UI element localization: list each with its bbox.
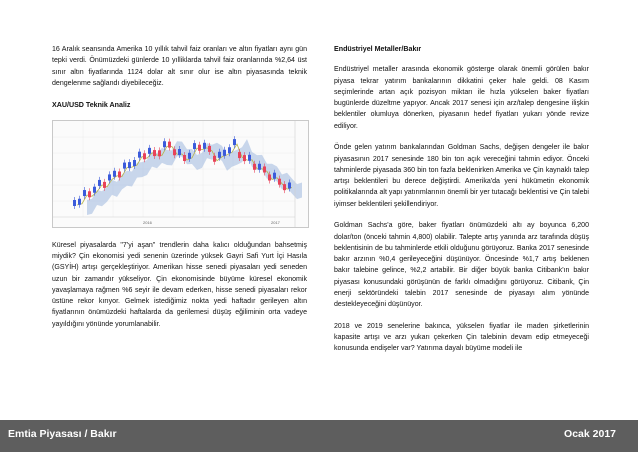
candle-body	[198, 144, 201, 150]
global-markets-paragraph: Küresel piyasalarda "7'yi aşan" trendlerin daha kalıcı olduğundan bahsetmiş miydik? Çin ekonomisi yedi senenin üzerinde yüksek Gayri Safi Yurt İçi Hasıla (GSYİH) artışı gerçekleştiriyor. Amerikan hisse senedi piyasaları yedi seneden uzun bir zamandır yükseliyor. Çin ekonomisinde büyüme küresel ekonomik yavaşlamaya rağmen %6 seyir ile devam ederken, hisse senedi piyasaları rekor üstüne rekor kırıyor. Gelmek istediğimiz nokta yedi haftadır gerileyen altın fiyatlarının önümüzdeki haftalarda da gerilemesi düşüş eğiliminin orta vadeye yayıldığını yönünde yorumlanabilir.	[52, 241, 307, 328]
candle-body	[223, 150, 226, 156]
candle-body	[123, 162, 126, 168]
candle-body	[103, 182, 106, 188]
section-heading: Endüstriyel Metaller/Bakır	[334, 45, 422, 53]
axis-label-2017: 2017	[271, 219, 280, 225]
candle-body	[83, 190, 86, 196]
candle-body	[133, 160, 136, 166]
page-footer	[0, 420, 638, 452]
candle-body	[273, 172, 276, 178]
candle-body	[193, 143, 196, 149]
candle-body	[88, 191, 91, 197]
candle-body	[263, 166, 266, 172]
candle-body	[268, 174, 271, 180]
candle-body	[233, 139, 236, 145]
candle-body	[118, 171, 121, 177]
candle-body	[73, 200, 76, 206]
candle-body	[248, 155, 251, 161]
candle-body	[208, 146, 211, 152]
candle-body	[203, 143, 206, 149]
candle-body	[173, 149, 176, 155]
axis-label-2016: 2016	[143, 219, 152, 225]
candle-body	[213, 156, 216, 162]
candle-body	[158, 150, 161, 156]
candle-body	[108, 174, 111, 180]
footer-title: Emtia Piyasası / Bakır	[8, 428, 117, 440]
candle-body	[253, 164, 256, 170]
paragraph-3: Goldman Sachs'a göre, baker fiyatları önümüzdeki altı ay boyunca 6,200 dolar/ton (önceki tahmin 4,800) olabilir. Talepte artış yanında arz tarafında düşüş beklentisinin de bu tahminlerde etkili olduğunu görüyoruz. Banka 2017 senesinde bakır arzının %0,4 gerileyeceğini düşünüyor. Öncesinde %1,7 artış beklenen bakır talebine gelince, %2,2 artabilir. Bir diğer büyük banka Citibank'ın bakır piyasası konusundaki görüşünün de farklı olmadığını görüyoruz. Citibank, Çin enerji sektöründeki talebin 2017 senesinde de piyasayı alım yönünde destekleyeceğini düşünüyor.	[334, 222, 589, 308]
candle-body	[128, 162, 131, 168]
paragraph-1: Endüstriyel metaller arasında ekonomik gösterge olarak önemli görülen bakır piyasa tekrar yatırım bankalarının dikkatini çeker hale geldi. 08 Kasım seçimlerinde artan açık pozisyon miktarı ile hızla yükselen baker fiyatları bugünlerde düzeltme yapıyor. Ancak 2017 senesi için arz/talep dengesine ilişkin beklentiler olumluya dönerken, piyasanın hedef fiyatları yukarı yönde revize ediliyor.	[334, 66, 589, 130]
candle-body	[138, 151, 141, 157]
candle-body	[188, 153, 191, 159]
candle-body	[183, 155, 186, 161]
left-column	[52, 44, 307, 340]
xau-usd-chart-svg	[53, 121, 308, 227]
candle-body	[283, 184, 286, 190]
candle-body	[258, 163, 261, 169]
candle-body	[93, 186, 96, 192]
candle-body	[148, 148, 151, 154]
candle-body	[163, 141, 166, 147]
paragraph-2: Önde gelen yatırım bankalarından Goldman Sachs, değişen dengeler ile bakır piyasasının 2017 senesinde 180 bin ton açık vereceğini tahmin ediyor. Önceki tahminlerde piyasada 360 bin ton fazla beklenirken Amerika ve Çin kaynaklı talep artışı beklentileri bu derece değiştirdi. Amerika'da yeni hükümetin ekonomik politikalarında alt yapı yatırımlarının önemli bir yer tutacağı beklentisi ve Çin talebi iyimser beklentileri şekillendiriyor.	[334, 144, 589, 208]
candle-body	[243, 155, 246, 161]
candle-body	[143, 153, 146, 159]
paragraph-4: 2018 ve 2019 senelerine bakınca, yükselen fiyatlar ile maden şirketlerinin kapasite artışı ve arzı yukarı çekerken Çin talebinin devam edip etmeyeceği konusunda endişeler var? Yatırıma dayalı büyüme modeli ile	[334, 322, 589, 353]
footer-date: Ocak 2017	[564, 428, 616, 440]
candle-body	[98, 180, 101, 186]
candle-body	[228, 147, 231, 153]
xau-usd-chart	[52, 120, 309, 228]
candle-body	[288, 182, 291, 188]
candle-body	[238, 152, 241, 158]
chart-heading: XAU/USD Teknik Analiz	[52, 100, 131, 109]
candle-body	[78, 198, 81, 204]
candle-body	[153, 150, 156, 156]
candle-body	[178, 149, 181, 155]
candle-body	[218, 152, 221, 158]
intro-paragraph: 16 Aralık seansında Amerika 10 yıllık tahvil faiz oranları ve altın fiyatları aynı gün tepki verdi. Önümüzdeki günlerde 10 yılliklarda tahvil faiz oranlarında %2,64 üst sınır altın fiyatlarında 1124 dolar alt sınır olur ise altın piyasasında teknik dengelenme sağlandı diyebileceğiz.	[52, 46, 307, 87]
candle-body	[113, 171, 116, 177]
candle-body	[278, 178, 281, 184]
candle-body	[168, 141, 171, 147]
right-column	[334, 44, 589, 365]
